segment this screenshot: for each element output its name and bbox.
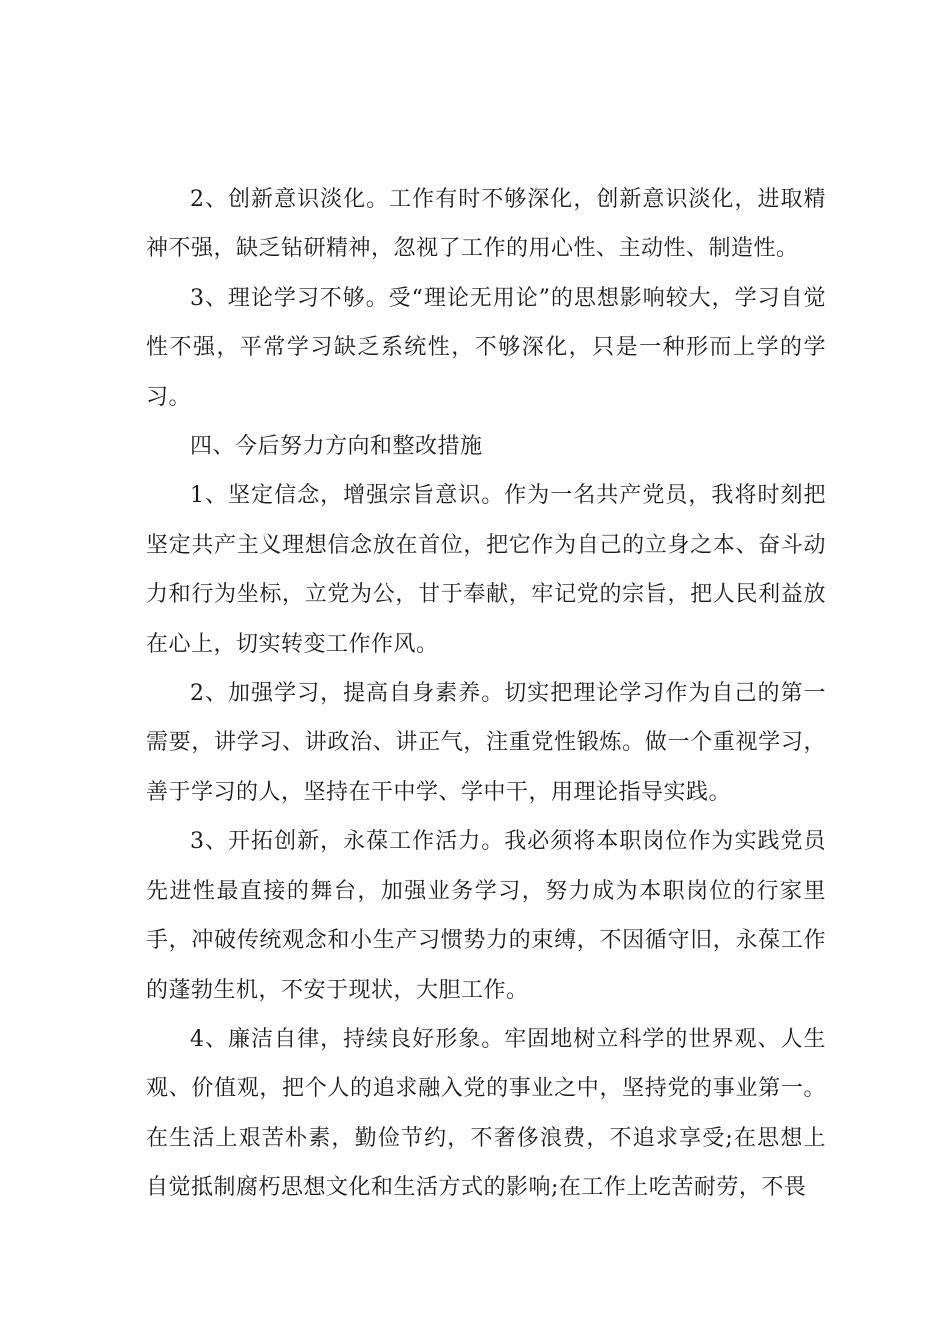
paragraph-theory-study: 3、理论学习不够。受“理论无用论”的思想影响较大，学习自觉性不强，平常学习缺乏系统性，不够深化，只是一种形而上学的学习。 [146,285,826,410]
paragraph-innovation-vitality: 3、开拓创新，永葆工作活力。我必须将本职岗位作为实践党员先进性最直接的舞台，加强业务学习，努力成为本职岗位的行家里手，冲破传统观念和小生产习惯势力的束缚，不因循守旧，永葆工作的蓬勃生机，不安于现状，大胆工作。 [146,829,826,1003]
paragraph-integrity-self-discipline: 4、廉洁自律，持续良好形象。牢固地树立科学的世界观、人生观、价值观，把个人的追求融入党的事业之中，坚持党的事业第一。在生活上艰苦朴素，勤俭节约，不奢侈浪费，不追求享受;在思想上自觉抵制腐朽思想文化和生活方式的影响;在工作上吃苦耐劳，不畏 [146,1026,826,1201]
paragraph-firm-belief: 1、坚定信念，增强宗旨意识。作为一名共产党员，我将时刻把坚定共产主义理想信念放在首位，把它作为自己的立身之本、奋斗动力和行为坐标，立党为公，甘于奉献，牢记党的宗旨，把人民利益放在心上，切实转变工作作风。 [146,483,826,657]
section-heading-improvement-measures: 四、今后努力方向和整改措施 [190,434,483,460]
paragraph-strengthen-learning: 2、加强学习，提高自身素养。切实把理论学习作为自己的第一需要，讲学习、讲政治、讲正气，注重党性锻炼。做一个重视学习，善于学习的人，坚持在干中学、学中干，用理论指导实践。 [146,681,826,805]
document-body [146,175,826,1213]
paragraph-innovation-awareness: 2、创新意识淡化。工作有时不够深化，创新意识淡化，进取精神不强，缺乏钻研精神，忽视了工作的用心性、主动性、制造性。 [146,187,826,262]
